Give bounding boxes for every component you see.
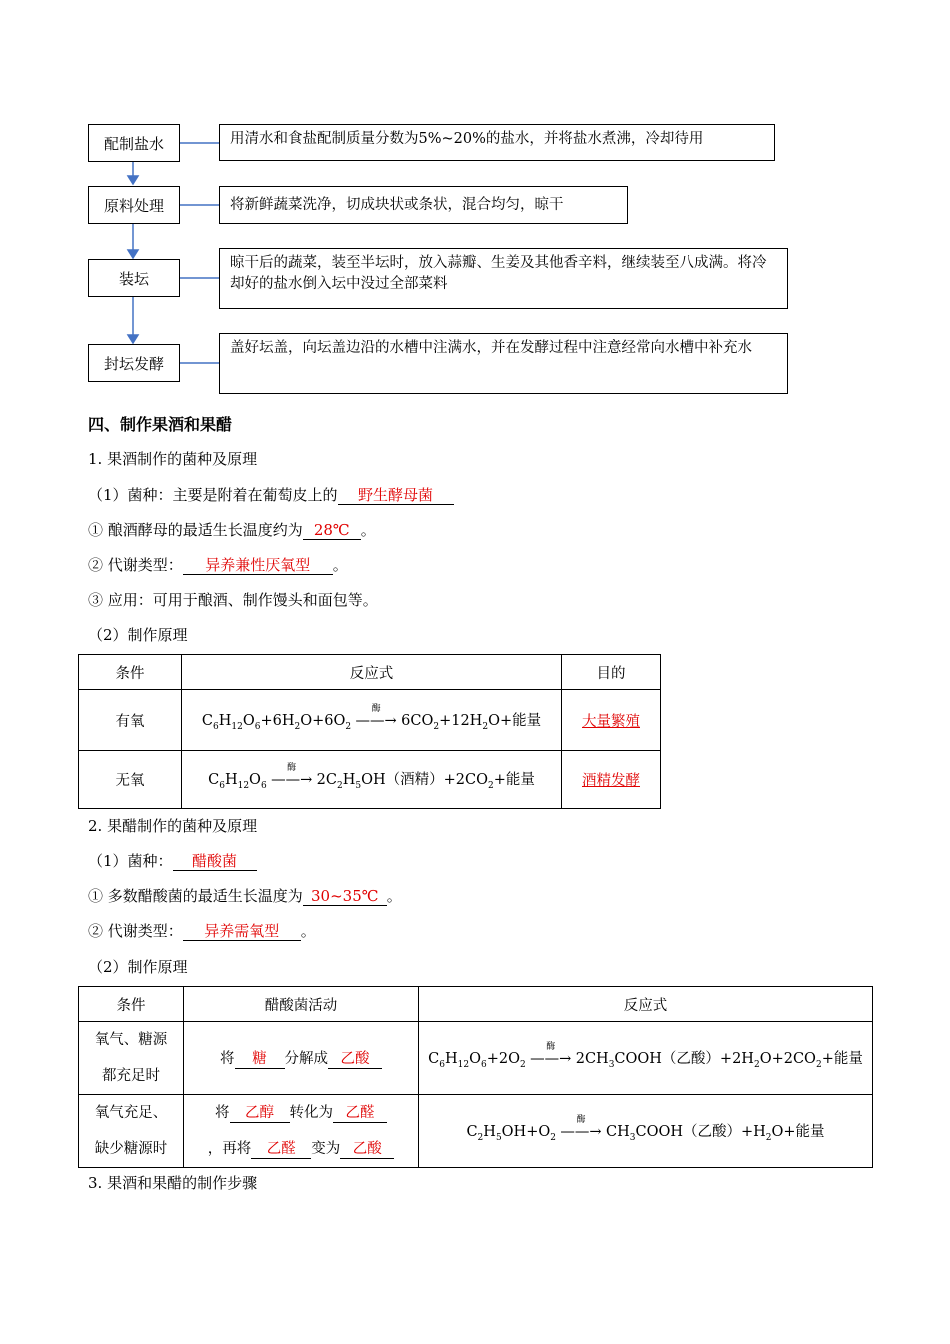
subsection-1-title: 1. 果酒制作的菌种及原理 <box>88 450 258 468</box>
equation-cell: $C_6H_{12}O_6+2O_2$ 酶 ——→ $2CH_3COOH$（乙酸）$+2H_2O+2CO_2+$能量 <box>419 1022 873 1095</box>
flow-step-jar: 装坛 <box>88 259 180 297</box>
condition-cell: 有氧 <box>79 690 182 751</box>
metabolism-line: ② 代谢类型： 异养兼性厌氧型 。 <box>88 556 348 574</box>
flow-desc-brine: 用清水和食盐配制质量分数为5%~20%的盐水，并将盐水煮沸，冷却待用 <box>219 124 775 161</box>
temperature-line: ① 酿酒酵母的最适生长温度约为 28℃ 。 <box>88 521 376 539</box>
flow-desc-material: 将新鲜蔬菜洗净，切成块状或条状，混合均匀，晾干 <box>219 186 628 224</box>
condition-cell: 氧气充足、 缺少糖源时 <box>79 1095 184 1168</box>
answer-blank: 异养兼性厌氧型 <box>183 557 333 575</box>
principle-title: （2）制作原理 <box>88 626 188 644</box>
condition-cell: 氧气、糖源 都充足时 <box>79 1022 184 1095</box>
condition-cell: 无氧 <box>79 751 182 809</box>
reaction-arrow: 酶 ——→ <box>271 763 313 789</box>
subsection-2-title: 2. 果醋制作的菌种及原理 <box>88 817 258 835</box>
answer-blank: 野生酵母菌 <box>338 487 454 505</box>
table-row <box>79 751 661 809</box>
reaction-arrow: 酶 ——→ <box>530 1041 572 1067</box>
flow-desc-jar: 晾干后的蔬菜，装至半坛时，放入蒜瓣、生姜及其他香辛料，继续装至八成满。将冷却好的盐水倒入坛中没过全部菜料 <box>219 248 788 309</box>
flow-step-material: 原料处理 <box>88 186 180 224</box>
flow-step-brine: 配制盐水 <box>88 124 180 162</box>
subsection-3-title: 3. 果酒和果醋的制作步骤 <box>88 1174 258 1192</box>
application-line: ③ 应用：可用于酿酒、制作馒头和面包等。 <box>88 591 378 609</box>
answer-blank: 30~35℃ <box>303 888 387 906</box>
table-row <box>79 1095 873 1168</box>
vinegar-reaction-table <box>78 986 873 1168</box>
section-title: 四、制作果酒和果醋 <box>88 415 233 434</box>
reaction-arrow: 酶 ——→ <box>560 1114 602 1140</box>
activity-cell: 将 糖 分解成 乙酸 <box>184 1022 419 1095</box>
wine-reaction-table <box>78 654 661 809</box>
purpose-cell: 大量繁殖 <box>562 690 661 751</box>
table-header: 反应式 <box>182 655 562 690</box>
principle2-title: （2）制作原理 <box>88 958 188 976</box>
purpose-cell: 酒精发酵 <box>562 751 661 809</box>
flow-desc-seal: 盖好坛盖，向坛盖边沿的水槽中注满水，并在发酵过程中注意经常向水槽中补充水 <box>219 333 788 394</box>
flow-step-seal: 封坛发酵 <box>88 344 180 382</box>
answer-blank: 28℃ <box>303 522 361 540</box>
table-header: 条件 <box>79 987 184 1022</box>
table-header: 反应式 <box>419 987 873 1022</box>
metabolism2-line: ② 代谢类型： 异养需氧型 。 <box>88 922 316 940</box>
table-header: 醋酸菌活动 <box>184 987 419 1022</box>
strain2-line: （1）菌种： 醋酸菌 <box>88 850 257 871</box>
answer-blank: 异养需氧型 <box>183 923 301 941</box>
equation-cell: $C_2H_5OH+O_2$ 酶 ——→ $CH_3COOH$（乙酸）$+H_2O+$能量 <box>419 1095 873 1168</box>
equation-cell: $C_6H_{12}O_6+6H_2O+6O_2$ 酶 ——→ $6CO_2+12H_2O+$能量 <box>182 690 562 751</box>
activity-cell: 将 乙醇 转化为 乙醛 ，再将 乙醛 变为 乙酸 <box>184 1095 419 1168</box>
reaction-arrow: 酶 ——→ <box>355 703 397 729</box>
temperature2-line: ① 多数醋酸菌的最适生长温度为 30~35℃ 。 <box>88 887 402 905</box>
table-header: 目的 <box>562 655 661 690</box>
table-row <box>79 1022 873 1095</box>
strain-line: （1）菌种：主要是附着在葡萄皮上的 野生酵母菌 <box>88 484 454 505</box>
table-row <box>79 690 661 751</box>
equation-cell: $C_6H_{12}O_6$ 酶 ——→ $2C_2H_5OH$（酒精）$+2CO_2+$能量 <box>182 751 562 809</box>
answer-blank: 醋酸菌 <box>173 853 257 871</box>
table-header: 条件 <box>79 655 182 690</box>
